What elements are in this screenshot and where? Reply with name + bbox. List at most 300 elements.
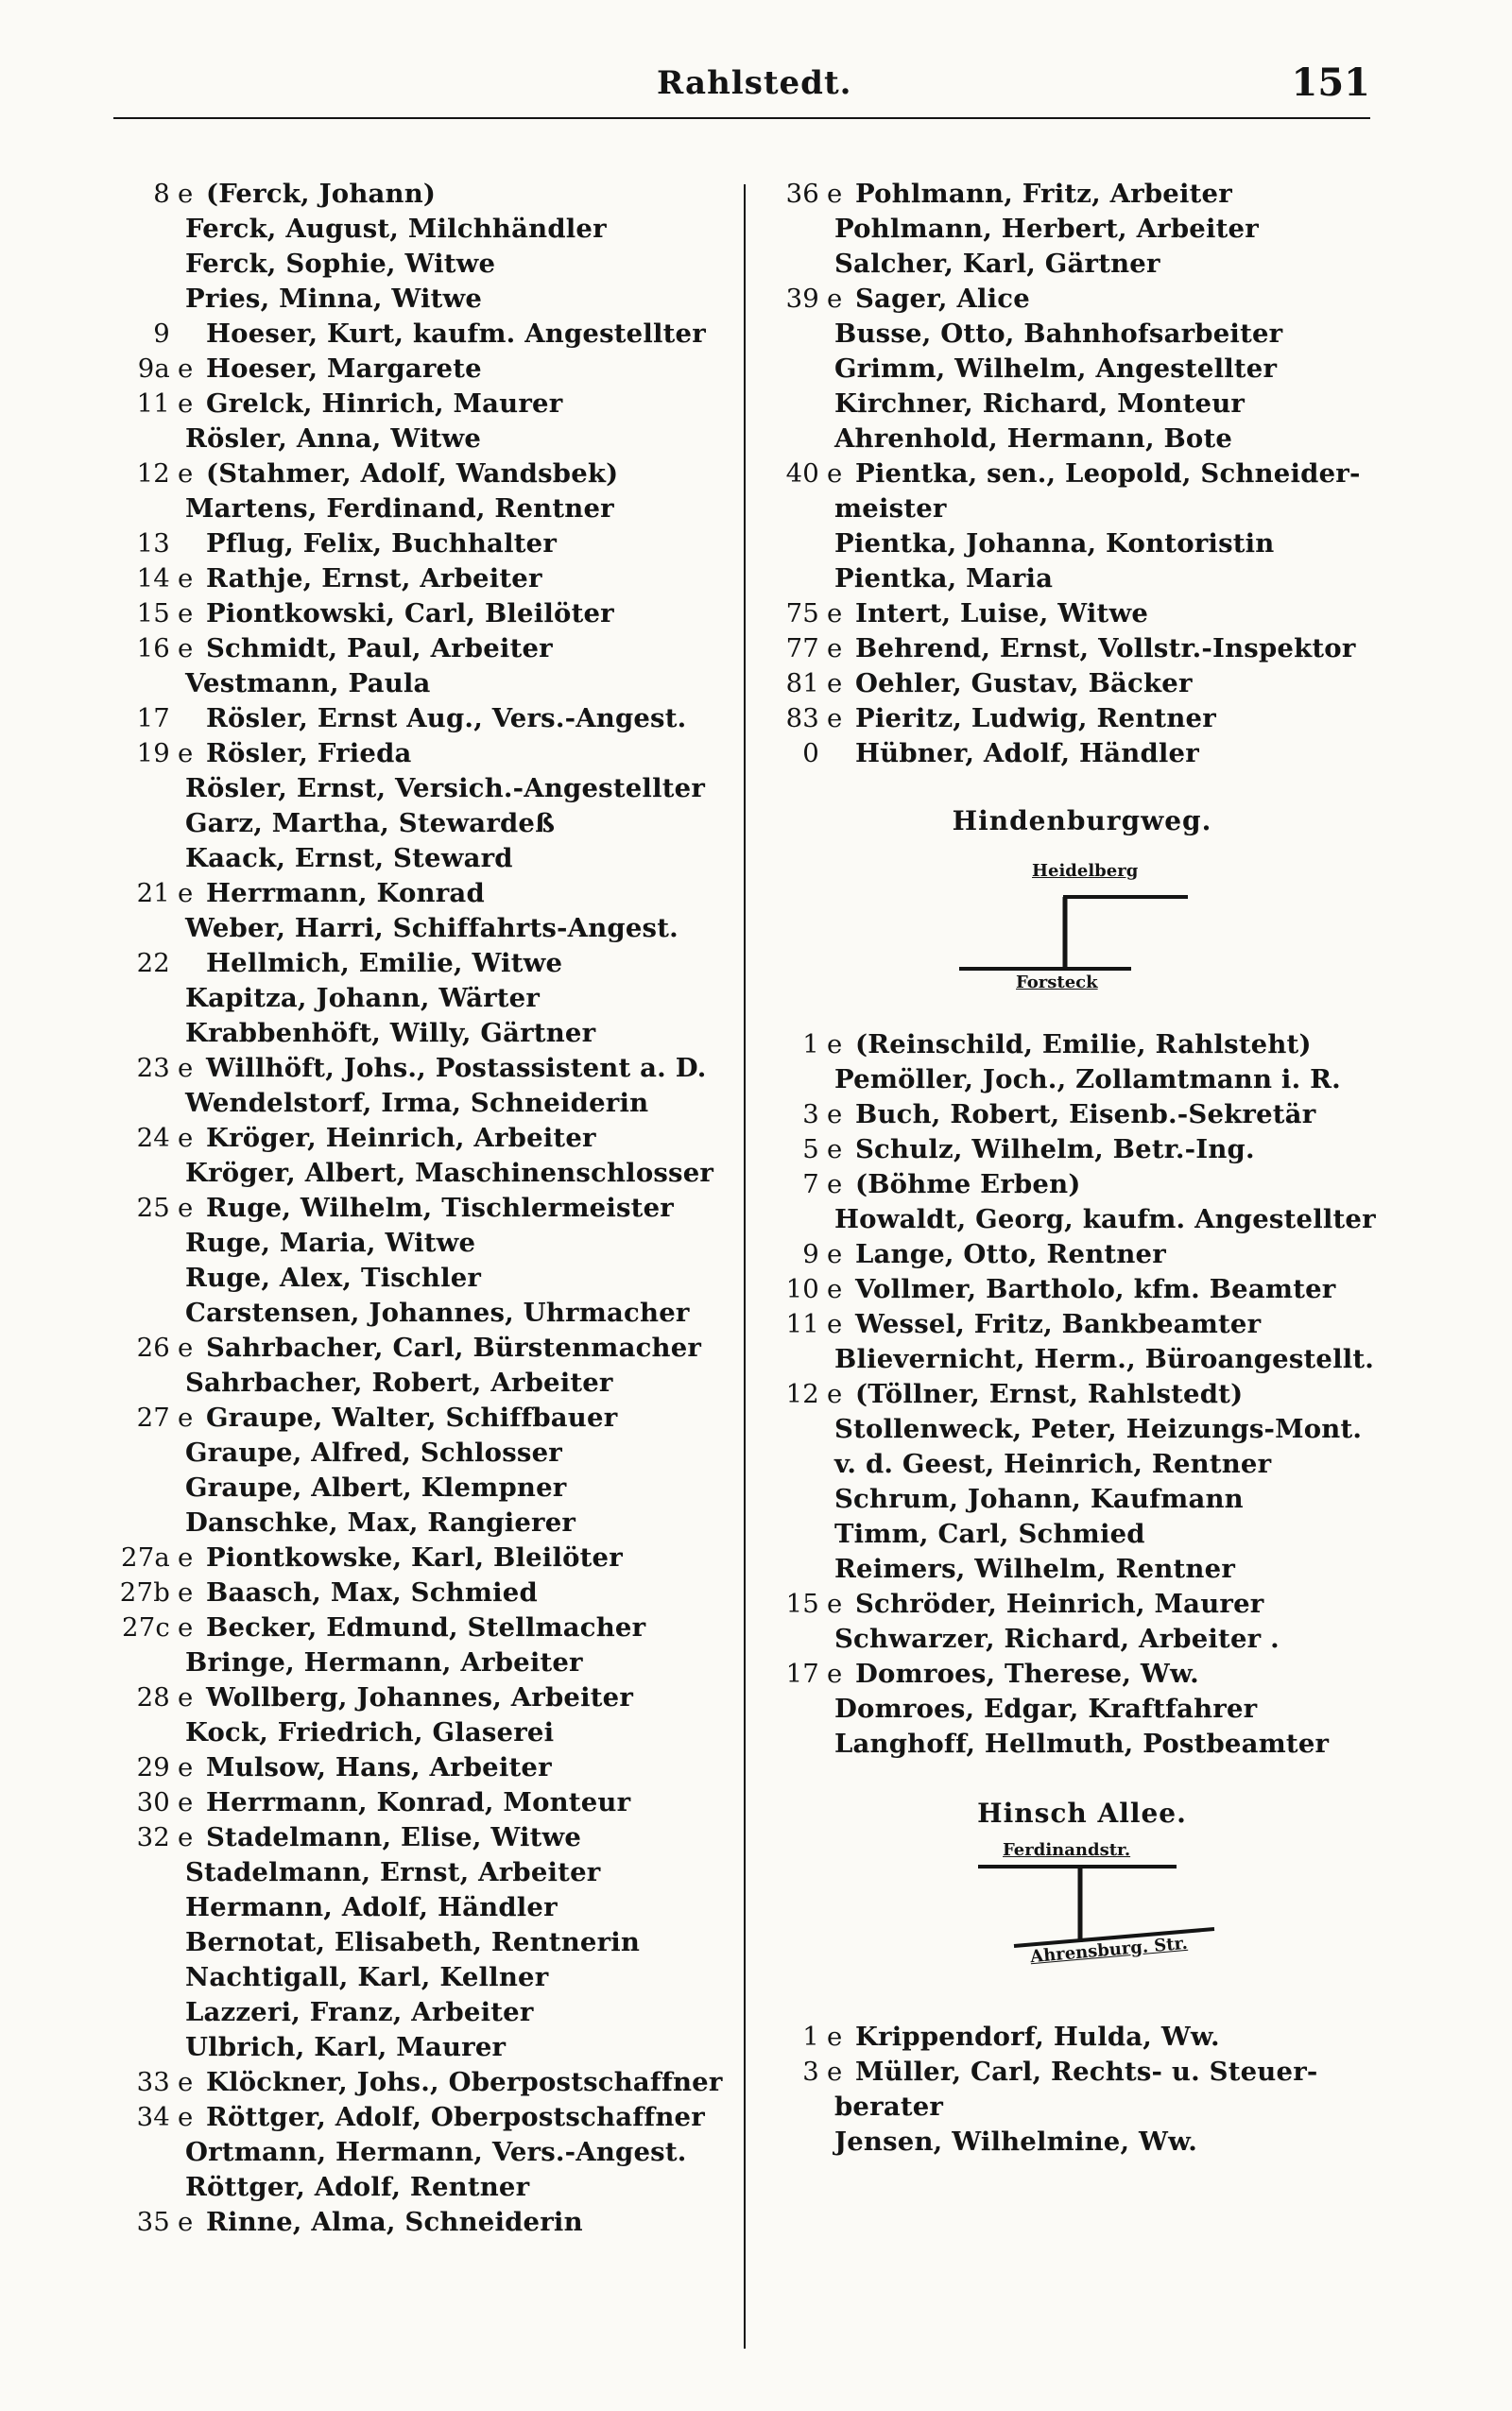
map-label-bottom: Forsteck xyxy=(1016,973,1098,992)
directory-entry xyxy=(761,247,1403,282)
house-number: 29 xyxy=(136,1752,170,1782)
hinsch-allee-entries xyxy=(761,2020,1403,2160)
resident-text: berater xyxy=(834,2092,944,2122)
directory-entry xyxy=(112,491,735,526)
directory-entry xyxy=(761,1622,1403,1657)
resident-text: Willhöft, Johs., Postassistent a. D. xyxy=(206,1053,707,1083)
page-title: Rahlstedt. xyxy=(657,64,852,102)
resident-text: Weber, Harri, Schiffahrts-Angest. xyxy=(185,913,679,943)
owner-marker: e xyxy=(178,598,194,629)
resident-text: Kapitza, Johann, Wärter xyxy=(185,983,541,1013)
owner-marker: e xyxy=(178,2102,194,2132)
resident-text: Schröder, Heinrich, Maurer xyxy=(855,1589,1264,1619)
resident-text: Hellmich, Emilie, Witwe xyxy=(206,948,563,978)
resident-text: Buch, Robert, Eisenb.-Sekretär xyxy=(855,1099,1316,1129)
directory-entry xyxy=(761,1237,1403,1272)
owner-marker: e xyxy=(178,1333,194,1363)
house-number: 19 xyxy=(136,738,170,768)
owner-marker: e xyxy=(178,388,194,419)
owner-marker: e xyxy=(178,458,194,489)
house-number: 30 xyxy=(136,1787,170,1817)
left-column xyxy=(112,177,735,2240)
owner-marker: e xyxy=(827,598,843,629)
resident-text: Pries, Minna, Witwe xyxy=(185,284,483,314)
owner-marker: e xyxy=(178,2207,194,2237)
directory-entry xyxy=(761,1587,1403,1622)
house-number: 81 xyxy=(785,668,819,698)
directory-entry xyxy=(112,2065,735,2100)
resident-text: Hermann, Adolf, Händler xyxy=(185,1892,558,1922)
directory-entry xyxy=(761,1062,1403,1097)
house-number: 27a xyxy=(121,1542,170,1573)
house-number: 3 xyxy=(802,2057,819,2087)
owner-marker: e xyxy=(178,1612,194,1643)
house-number: 35 xyxy=(136,2207,170,2237)
resident-text: Vestmann, Paula xyxy=(185,668,431,698)
directory-entry xyxy=(112,456,735,491)
directory-entry xyxy=(761,631,1403,666)
directory-entry xyxy=(112,2135,735,2170)
directory-entry xyxy=(761,1552,1403,1587)
directory-entry xyxy=(112,1261,735,1296)
house-number: 21 xyxy=(136,878,170,908)
owner-marker: e xyxy=(178,1822,194,1852)
directory-entry xyxy=(112,352,735,387)
directory-entry xyxy=(761,1272,1403,1307)
directory-entry xyxy=(112,561,735,596)
resident-text: Sahrbacher, Carl, Bürstenmacher xyxy=(206,1333,702,1363)
directory-entry xyxy=(112,2205,735,2240)
resident-text: Schrum, Johann, Kaufmann xyxy=(834,1484,1244,1514)
house-number: 40 xyxy=(785,458,819,489)
directory-entry xyxy=(761,212,1403,247)
owner-marker: e xyxy=(178,2067,194,2097)
resident-text: Pientka, Maria xyxy=(834,563,1054,594)
resident-text: Müller, Carl, Rechts- u. Steuer- xyxy=(855,2057,1318,2087)
right-top-entries xyxy=(761,177,1403,771)
owner-marker: e xyxy=(827,1239,843,1269)
directory-entry xyxy=(761,1692,1403,1727)
resident-text: Ulbrich, Karl, Maurer xyxy=(185,2032,507,2062)
owner-marker: e xyxy=(827,179,843,209)
directory-entry xyxy=(761,1202,1403,1237)
resident-text: Schulz, Wilhelm, Betr.-Ing. xyxy=(855,1134,1255,1164)
house-number: 25 xyxy=(136,1193,170,1223)
resident-text: Pohlmann, Herbert, Arbeiter xyxy=(834,214,1259,244)
resident-text: Bringe, Hermann, Arbeiter xyxy=(185,1647,583,1678)
resident-text: (Ferck, Johann) xyxy=(206,179,437,209)
resident-text: Busse, Otto, Bahnhofsarbeiter xyxy=(834,319,1283,349)
directory-entry xyxy=(761,1132,1403,1167)
owner-marker: e xyxy=(178,1403,194,1433)
owner-marker: e xyxy=(827,2057,843,2087)
directory-entry xyxy=(112,1296,735,1331)
house-number: 27b xyxy=(119,1577,170,1608)
resident-text: Rinne, Alma, Schneiderin xyxy=(206,2207,583,2237)
directory-entry xyxy=(761,596,1403,631)
directory-entry xyxy=(761,701,1403,736)
directory-entry xyxy=(761,1342,1403,1377)
directory-entry xyxy=(112,981,735,1016)
directory-entry xyxy=(761,387,1403,422)
directory-entry xyxy=(761,422,1403,456)
directory-entry xyxy=(761,2020,1403,2055)
resident-text: Becker, Edmund, Stellmacher xyxy=(206,1612,646,1643)
directory-entry xyxy=(761,736,1403,771)
resident-text: Krabbenhöft, Willy, Gärtner xyxy=(185,1018,596,1048)
owner-marker: e xyxy=(827,1134,843,1164)
resident-text: Ruge, Wilhelm, Tischlermeister xyxy=(206,1193,674,1223)
resident-text: Kirchner, Richard, Monteur xyxy=(834,388,1246,419)
directory-entry xyxy=(112,1855,735,1890)
directory-entry xyxy=(112,1366,735,1401)
resident-text: Jensen, Wilhelmine, Ww. xyxy=(834,2127,1198,2157)
resident-text: Behrend, Ernst, Vollstr.-Inspektor xyxy=(855,633,1356,663)
house-number: 1 xyxy=(802,2022,819,2052)
house-number: 9 xyxy=(153,319,170,349)
owner-marker: e xyxy=(827,1589,843,1619)
resident-text: Klöckner, Johs., Oberpostschaffner xyxy=(206,2067,723,2097)
directory-entry xyxy=(112,526,735,561)
map-label-top: Heidelberg xyxy=(1032,861,1139,881)
resident-text: Mulsow, Hans, Arbeiter xyxy=(206,1752,552,1782)
house-number: 15 xyxy=(136,598,170,629)
house-number: 36 xyxy=(785,179,819,209)
directory-entry xyxy=(112,1156,735,1191)
house-number: 14 xyxy=(136,563,170,594)
directory-entry xyxy=(112,2170,735,2205)
resident-text: Ruge, Maria, Witwe xyxy=(185,1228,476,1258)
resident-text: Wollberg, Johannes, Arbeiter xyxy=(206,1682,634,1713)
house-number: 16 xyxy=(136,633,170,663)
directory-entry xyxy=(112,1785,735,1820)
owner-marker: e xyxy=(178,878,194,908)
directory-entry xyxy=(761,1167,1403,1202)
resident-text: Garz, Martha, Stewardeß xyxy=(185,808,556,838)
house-number: 1 xyxy=(802,1029,819,1059)
directory-entry xyxy=(112,1331,735,1366)
directory-entry xyxy=(112,1680,735,1715)
house-number: 12 xyxy=(136,458,170,489)
owner-marker: e xyxy=(178,1682,194,1713)
resident-text: Lange, Otto, Rentner xyxy=(855,1239,1166,1269)
house-number: 28 xyxy=(136,1682,170,1713)
house-number: 24 xyxy=(136,1123,170,1153)
resident-text: Lazzeri, Franz, Arbeiter xyxy=(185,1997,534,2027)
owner-marker: e xyxy=(178,1787,194,1817)
owner-marker: e xyxy=(827,1169,843,1199)
resident-text: Reimers, Wilhelm, Rentner xyxy=(834,1554,1236,1584)
resident-text: (Reinschild, Emilie, Rahlsteht) xyxy=(855,1029,1312,1059)
directory-entry xyxy=(112,596,735,631)
house-number: 27 xyxy=(136,1403,170,1433)
directory-entry xyxy=(112,1750,735,1785)
resident-text: Hoeser, Kurt, kaufm. Angestellter xyxy=(206,319,706,349)
resident-text: Grelck, Hinrich, Maurer xyxy=(206,388,563,419)
street-map-hindenburgweg xyxy=(761,848,1403,990)
directory-entry xyxy=(761,352,1403,387)
resident-text: Wendelstorf, Irma, Schneiderin xyxy=(185,1088,649,1118)
owner-marker: e xyxy=(178,1542,194,1573)
resident-text: Domroes, Edgar, Kraftfahrer xyxy=(834,1694,1258,1724)
directory-entry xyxy=(112,876,735,911)
directory-entry xyxy=(112,666,735,701)
resident-text: Hoeser, Margarete xyxy=(206,353,482,384)
owner-marker: e xyxy=(178,1123,194,1153)
resident-text: Rathje, Ernst, Arbeiter xyxy=(206,563,542,594)
resident-text: Langhoff, Hellmuth, Postbeamter xyxy=(834,1729,1330,1759)
directory-entry xyxy=(761,491,1403,526)
directory-entry xyxy=(112,422,735,456)
resident-text: Herrmann, Konrad, Monteur xyxy=(206,1787,631,1817)
resident-text: Oehler, Gustav, Bäcker xyxy=(855,668,1193,698)
resident-text: Pieritz, Ludwig, Rentner xyxy=(855,703,1216,733)
owner-marker: e xyxy=(178,1577,194,1608)
resident-text: Rösler, Frieda xyxy=(206,738,412,768)
resident-text: Stollenweck, Peter, Heizungs-Mont. xyxy=(834,1414,1363,1444)
directory-entry xyxy=(112,1226,735,1261)
hindenburgweg-entries xyxy=(761,1027,1403,1762)
house-number: 15 xyxy=(785,1589,819,1619)
resident-text: Pientka, Johanna, Kontoristin xyxy=(834,528,1275,559)
resident-text: Graupe, Albert, Klempner xyxy=(185,1472,567,1503)
resident-text: Herrmann, Konrad xyxy=(206,878,485,908)
resident-text: Pientka, sen., Leopold, Schneider- xyxy=(855,458,1361,489)
resident-text: Piontkowski, Carl, Bleilöter xyxy=(206,598,614,629)
house-number: 3 xyxy=(802,1099,819,1129)
resident-text: Pohlmann, Fritz, Arbeiter xyxy=(855,179,1232,209)
resident-text: Salcher, Karl, Gärtner xyxy=(834,249,1160,279)
resident-text: Martens, Ferdinand, Rentner xyxy=(185,493,614,524)
directory-entry xyxy=(761,2125,1403,2160)
street-title-hindenburgweg: Hindenburgweg. xyxy=(952,805,1212,836)
directory-entry xyxy=(112,1401,735,1436)
directory-entry xyxy=(761,526,1403,561)
resident-text: Pemöller, Joch., Zollamtmann i. R. xyxy=(834,1064,1341,1094)
directory-entry xyxy=(112,1820,735,1855)
owner-marker: e xyxy=(827,1274,843,1304)
house-number: 83 xyxy=(785,703,819,733)
resident-text: (Stahmer, Adolf, Wandsbek) xyxy=(206,458,619,489)
resident-text: Danschke, Max, Rangierer xyxy=(185,1507,576,1538)
directory-entry xyxy=(761,1027,1403,1062)
header-rule xyxy=(113,117,1370,119)
directory-entry xyxy=(112,1960,735,1995)
house-number: 17 xyxy=(136,703,170,733)
resident-text: Grimm, Wilhelm, Angestellter xyxy=(834,353,1278,384)
directory-entry xyxy=(112,282,735,317)
directory-entry xyxy=(761,456,1403,491)
resident-text: Piontkowske, Karl, Bleilöter xyxy=(206,1542,623,1573)
owner-marker: e xyxy=(178,563,194,594)
owner-marker: e xyxy=(178,1053,194,1083)
directory-entry xyxy=(761,1517,1403,1552)
house-number: 22 xyxy=(136,948,170,978)
map-label-top: Ferdinandstr. xyxy=(1003,1840,1131,1860)
page-number: 151 xyxy=(1291,60,1370,105)
house-number: 7 xyxy=(802,1169,819,1199)
resident-text: Ahrenhold, Hermann, Bote xyxy=(834,423,1233,454)
resident-text: Bernotat, Elisabeth, Rentnerin xyxy=(185,1927,641,1957)
house-number: 34 xyxy=(136,2102,170,2132)
house-number: 27c xyxy=(122,1612,170,1643)
resident-text: (Böhme Erben) xyxy=(855,1169,1081,1199)
owner-marker: e xyxy=(178,738,194,768)
directory-entry xyxy=(112,1995,735,2030)
directory-entry xyxy=(112,1471,735,1506)
directory-entry xyxy=(112,1436,735,1471)
directory-entry xyxy=(112,946,735,981)
resident-text: Carstensen, Johannes, Uhrmacher xyxy=(185,1298,690,1328)
house-number: 11 xyxy=(136,388,170,419)
directory-entry xyxy=(761,1377,1403,1412)
resident-text: (Töllner, Ernst, Rahlstedt) xyxy=(855,1379,1244,1409)
resident-text: Nachtigall, Karl, Kellner xyxy=(185,1962,549,1992)
page-header xyxy=(113,57,1370,119)
resident-text: Stadelmann, Ernst, Arbeiter xyxy=(185,1857,601,1887)
resident-text: Baasch, Max, Schmied xyxy=(206,1577,538,1608)
directory-entry xyxy=(112,1051,735,1086)
resident-text: Wessel, Fritz, Bankbeamter xyxy=(855,1309,1262,1339)
directory-entry xyxy=(112,2030,735,2065)
resident-text: Röttger, Adolf, Rentner xyxy=(185,2172,530,2202)
directory-entry xyxy=(761,1657,1403,1692)
resident-text: Rösler, Ernst Aug., Vers.-Angest. xyxy=(206,703,687,733)
resident-text: Pflug, Felix, Buchhalter xyxy=(206,528,558,559)
directory-entry xyxy=(112,701,735,736)
directory-entry xyxy=(112,212,735,247)
resident-text: Sager, Alice xyxy=(855,284,1030,314)
street-title-hinsch-allee: Hinsch Allee. xyxy=(977,1798,1187,1829)
directory-entry xyxy=(112,1890,735,1925)
directory-entry xyxy=(112,1086,735,1121)
house-number: 26 xyxy=(136,1333,170,1363)
owner-marker: e xyxy=(827,703,843,733)
resident-text: Graupe, Alfred, Schlosser xyxy=(185,1438,562,1468)
directory-entry xyxy=(112,1121,735,1156)
house-number: 77 xyxy=(785,633,819,663)
directory-entry xyxy=(761,282,1403,317)
resident-text: Ferck, Sophie, Witwe xyxy=(185,249,496,279)
resident-text: Intert, Luise, Witwe xyxy=(855,598,1149,629)
directory-entry xyxy=(112,247,735,282)
resident-text: Ferck, August, Milchhändler xyxy=(185,214,607,244)
directory-entry xyxy=(761,666,1403,701)
owner-marker: e xyxy=(827,1659,843,1689)
directory-entry xyxy=(761,1727,1403,1762)
owner-marker: e xyxy=(178,1752,194,1782)
resident-text: Timm, Carl, Schmied xyxy=(834,1519,1145,1549)
resident-text: Krippendorf, Hulda, Ww. xyxy=(855,2022,1220,2052)
directory-entry xyxy=(761,317,1403,352)
resident-text: Vollmer, Bartholo, kfm. Beamter xyxy=(855,1274,1336,1304)
directory-entry xyxy=(761,1412,1403,1447)
house-number: 11 xyxy=(785,1309,819,1339)
resident-text: Kaack, Ernst, Steward xyxy=(185,843,513,873)
directory-entry xyxy=(761,1447,1403,1482)
owner-marker: e xyxy=(178,633,194,663)
resident-text: Ortmann, Hermann, Vers.-Angest. xyxy=(185,2137,687,2167)
street-map-hinsch-allee xyxy=(761,1840,1403,1982)
resident-text: Schmidt, Paul, Arbeiter xyxy=(206,633,553,663)
resident-text: Ruge, Alex, Tischler xyxy=(185,1263,482,1293)
directory-entry xyxy=(112,1506,735,1541)
resident-text: Schwarzer, Richard, Arbeiter . xyxy=(834,1624,1280,1654)
directory-entry xyxy=(112,2100,735,2135)
owner-marker: e xyxy=(827,1099,843,1129)
directory-entry xyxy=(761,1482,1403,1517)
house-number: 12 xyxy=(785,1379,819,1409)
directory-entry xyxy=(112,387,735,422)
owner-marker: e xyxy=(827,458,843,489)
resident-text: Howaldt, Georg, kaufm. Angestellter xyxy=(834,1204,1376,1234)
house-number: 39 xyxy=(785,284,819,314)
directory-entry xyxy=(112,1576,735,1610)
directory-entry xyxy=(761,2090,1403,2125)
resident-text: Hübner, Adolf, Händler xyxy=(855,738,1199,768)
directory-entry xyxy=(112,841,735,876)
directory-entry xyxy=(761,1307,1403,1342)
owner-marker: e xyxy=(827,1379,843,1409)
house-number: 10 xyxy=(785,1274,819,1304)
directory-entry xyxy=(761,1097,1403,1132)
resident-text: Kröger, Albert, Maschinenschlosser xyxy=(185,1158,714,1188)
resident-text: Stadelmann, Elise, Witwe xyxy=(206,1822,582,1852)
directory-entry xyxy=(112,1645,735,1680)
owner-marker: e xyxy=(827,1309,843,1339)
house-number: 5 xyxy=(802,1134,819,1164)
house-number: 8 xyxy=(153,179,170,209)
owner-marker: e xyxy=(178,353,194,384)
owner-marker: e xyxy=(827,1029,843,1059)
resident-text: Kock, Friedrich, Glaserei xyxy=(185,1717,555,1748)
resident-text: Röttger, Adolf, Oberpostschaffner xyxy=(206,2102,705,2132)
house-number: 13 xyxy=(136,528,170,559)
house-number: 32 xyxy=(136,1822,170,1852)
resident-text: Rösler, Anna, Witwe xyxy=(185,423,482,454)
directory-entry xyxy=(761,177,1403,212)
column-divider xyxy=(744,184,746,2349)
directory-entry xyxy=(112,911,735,946)
map-label-bottom: Ahrensburg. Str. xyxy=(1029,1933,1189,1968)
directory-entry xyxy=(112,1191,735,1226)
house-number: 9a xyxy=(137,353,170,384)
directory-entry xyxy=(112,1541,735,1576)
directory-entry xyxy=(112,317,735,352)
house-number: 0 xyxy=(802,738,819,768)
owner-marker: e xyxy=(178,1193,194,1223)
directory-entry xyxy=(112,631,735,666)
house-number: 9 xyxy=(802,1239,819,1269)
directory-entry xyxy=(761,561,1403,596)
directory-entry xyxy=(112,771,735,806)
directory-entry xyxy=(112,806,735,841)
resident-text: Kröger, Heinrich, Arbeiter xyxy=(206,1123,596,1153)
resident-text: Sahrbacher, Robert, Arbeiter xyxy=(185,1368,613,1398)
directory-entry xyxy=(112,736,735,771)
house-number: 23 xyxy=(136,1053,170,1083)
directory-entry xyxy=(112,1925,735,1960)
directory-entry xyxy=(761,2055,1403,2090)
house-number: 33 xyxy=(136,2067,170,2097)
resident-text: Rösler, Ernst, Versich.-Angestellter xyxy=(185,773,706,803)
owner-marker: e xyxy=(827,668,843,698)
owner-marker: e xyxy=(178,179,194,209)
resident-text: Domroes, Therese, Ww. xyxy=(855,1659,1199,1689)
directory-entry xyxy=(112,1610,735,1645)
resident-text: Blievernicht, Herm., Büroangestellt. xyxy=(834,1344,1375,1374)
directory-entry xyxy=(112,1715,735,1750)
